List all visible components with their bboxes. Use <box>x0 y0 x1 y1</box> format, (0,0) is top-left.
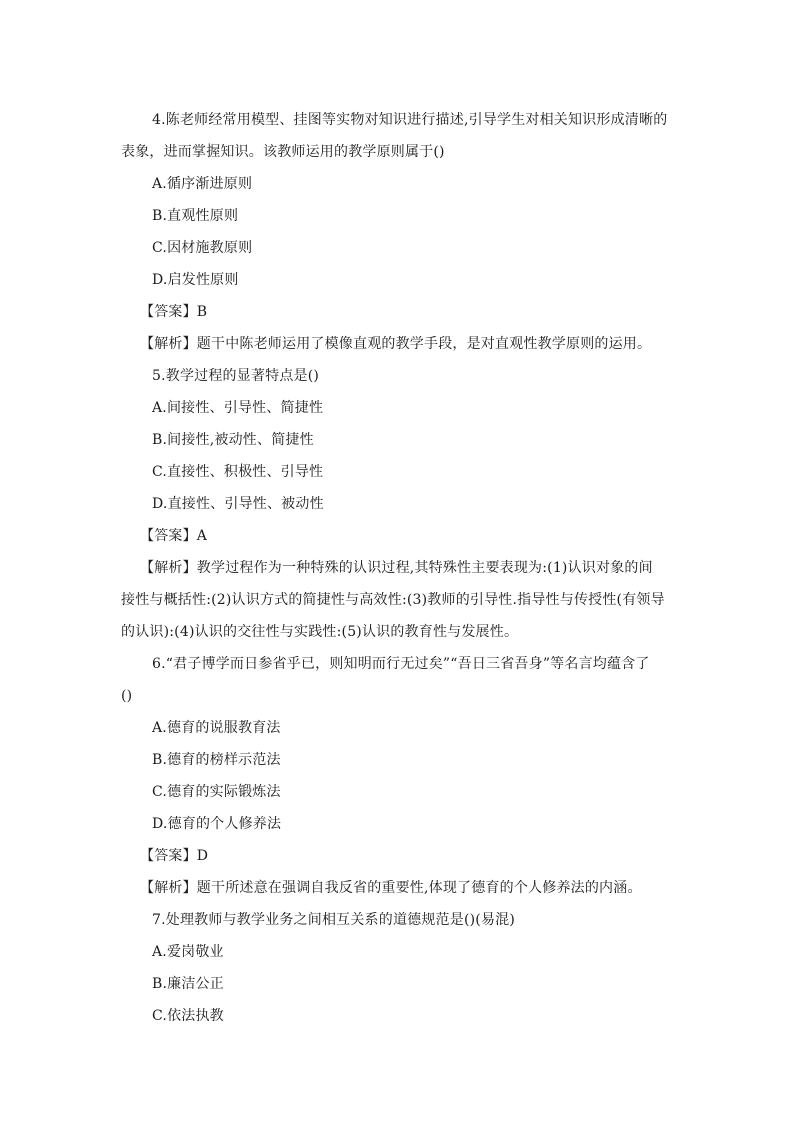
question-7-option-a: A.爱岗敬业 <box>152 944 224 960</box>
question-6-answer: 【答案】D <box>140 848 209 864</box>
question-5-option-b: B.间接性,被动性、简捷性 <box>152 432 314 448</box>
question-4-stem-line-2: 表象，进而掌握知识。该教师运用的教学原则属于() <box>121 144 445 160</box>
question-4-option-a: A.循序渐进原则 <box>152 176 253 192</box>
question-6-option-d: D.德育的个人修养法 <box>152 816 282 832</box>
question-4-option-d: D.启发性原则 <box>152 272 239 288</box>
question-5-option-c: C.直接性、积极性、引导性 <box>152 464 324 480</box>
question-5-option-a: A.间接性、引导性、简捷性 <box>152 400 324 416</box>
question-6-option-a: A.德育的说服教育法 <box>152 720 281 736</box>
question-5-stem-line-1: 5.教学过程的显著特点是() <box>152 368 320 384</box>
question-6-option-b: B.德育的榜样示范法 <box>152 752 281 768</box>
question-6-stem-line-1: 6.“君子博学而日参省乎已，则知明而行无过矣”“吾日三省吾身”等名言均蕴含了 <box>152 656 650 672</box>
question-4-option-c: C.因材施教原则 <box>152 240 253 256</box>
question-5-analysis-line-1: 【解析】教学过程作为一种特殊的认识过程,其特殊性主要表现为:(1)认识对象的间 <box>140 560 653 576</box>
question-5-option-d: D.直接性、引导性、被动性 <box>152 496 324 512</box>
question-4-answer: 【答案】B <box>140 304 208 320</box>
question-6-stem-line-2: () <box>121 688 133 704</box>
question-4-option-b: B.直观性原则 <box>152 208 239 224</box>
question-5-analysis-line-2: 接性与概括性:(2)认识方式的简捷性与高效性:(3)教师的引导性.指导性与传授性(有领导 <box>121 592 665 608</box>
question-7-option-c: C.依法执教 <box>152 1008 224 1024</box>
question-7-stem-line-1: 7.处理教师与教学业务之间相互关系的道德规范是()(易混) <box>152 912 516 928</box>
question-6-analysis-line-1: 【解析】题干所述意在强调自我反省的重要性,体现了德育的个人修养法的内涵。 <box>140 880 642 896</box>
question-7-option-b: B.廉洁公正 <box>152 976 224 992</box>
question-4-stem-line-1: 4.陈老师经常用模型、挂图等实物对知识进行描述,引导学生对相关知识形成清晰的 <box>152 112 668 128</box>
question-4-analysis-line-1: 【解析】题干中陈老师运用了模像直观的教学手段，是对直观性教学原则的运用。 <box>140 336 652 352</box>
question-6-option-c: C.德育的实际锻炼法 <box>152 784 281 800</box>
question-5-analysis-line-3: 的认识):(4)认识的交往性与实践性:(5)认识的教育性与发展性。 <box>121 624 519 640</box>
question-5-answer: 【答案】A <box>140 528 208 544</box>
